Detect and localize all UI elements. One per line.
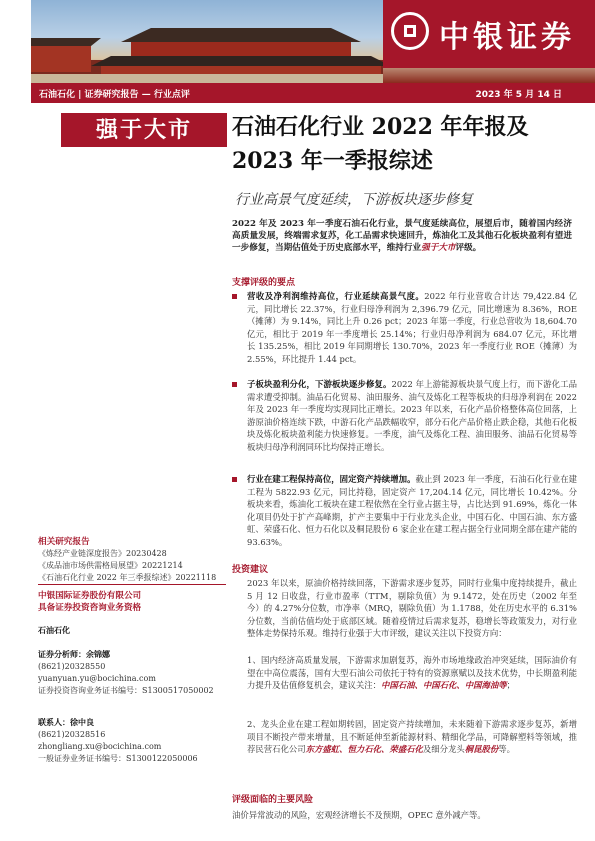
- rating-badge: 强于大市: [61, 113, 227, 147]
- report-subtitle: 行业高景气度延续，下游板块逐步修复: [235, 192, 473, 208]
- header-banner-image: [31, 0, 595, 83]
- bullet-item: 行业在建工程保持高位，固定资产持续增加。截止到 2023 年一季度，石油石化行业在建工程为 5822.93 亿元，同比持稳，固定资产 17,204.14 亿元，同比增长 10.42%。分板块来看，炼油化工板块在建工程依然在全行业占据主导，占比达到 91.69%，炼化一体化项目仍处于扩产高峰期，扩产主要集中于行业龙头企业，中国石化、中国石油、东方盛虹、荣盛石化、恒力石化以及桐昆股份 6 家企业在建工程占据全行业同期全部在建产能的 93.63%。: [232, 473, 577, 549]
- bullet-item: 营收及净利润维持高位，行业延续高景气度。2022 年行业营收合计达 79,422.84 亿元，同比增长 22.37%，行业归母净利润为 2,396.79 亿元，同比增速为 8.36%，ROE（摊薄）为 9.14%，同比上升 0.26 pct；2023 年第一季度，行业总营收为 18,604.70 亿元，相比于 2019 年一季度增长 25.14%；行业归母净利润为 684.07 亿元，环比增长 135.25%，相比 2019 年同期增长 130.70%，2023 年一季度行业 ROE（摊薄）为 2.55%，环比提升 1.44 pct。: [232, 290, 577, 366]
- summary-paragraph: 2022 年及 2023 年一季度石油石化行业，景气度延续高位，展望后市，随着国内经济高质量发展，终端需求复苏，化工品需求快速回升，炼油化工及其他石化板块盈利有望进一步修复，当期估值处于历史底部水平，维持行业强于大市评级。: [232, 219, 572, 254]
- key-points-heading: 支撑评级的要点: [232, 278, 296, 288]
- logo-text: 中银证券: [439, 20, 575, 55]
- invest-point-2: 2、龙头企业在建工程如期转固，固定资产持续增加，未来随着下游需求逐步复苏，新增项目不断投产带来增量，且不断延伸至新能源材料、精细化学品，可降解塑料等领域，推荐民营石化公司东方盛虹、恒力石化、荣盛石化及细分龙头桐昆股份等。: [247, 719, 577, 755]
- risk-heading: 评级面临的主要风险: [232, 795, 314, 805]
- bullet-item: 子板块盈利分化，下游板块逐步修复。2022 年上游能源板块景气度上行，而下游化工品需求遭受抑制。油品石化贸易、油田服务、油气及炼化工程等板块的归母净利润在 2022 年及 2023 年一季度均实现同比正增长。2023 年以来，石化产品价格整体高位回落，上游原油价格连续下跌，中游石化产品跌幅收窄，部分石化产品价格止跌企稳，其他石化板块及炼化板块盈利能力快速修复。一季度，油气及炼化工程、油田服务、油品石化贸易等板块归母净利润同环比均保持正增长。: [232, 378, 577, 454]
- related-item[interactable]: 《炼经产业链深度报告》20230428: [38, 549, 167, 558]
- invest-point-1: 1、国内经济高质量发展，下游需求加剧复苏，海外市场地缘政治冲突延续，国际油价有望在中高位震荡，国有大型石油公司依托于特有的资源禀赋以及技术优势，中长期盈利能力提升及估值修复机会，建议关注：中国石油、中国石化、中国海油等；: [247, 655, 577, 691]
- report-title: 石油石化行业 2022 年年报及 2023 年一季报综述: [232, 114, 529, 174]
- breadcrumb: 石油石化 | 证券研究报告 — 行业点评: [39, 90, 190, 100]
- analyst-email[interactable]: yuanyuan.yu@bocichina.com: [38, 674, 156, 683]
- bullet-square-icon: [232, 477, 237, 482]
- report-date: 2023 年 5 月 14 日: [475, 90, 562, 100]
- header-bar: [31, 83, 595, 103]
- related-heading: 相关研究报告: [38, 537, 90, 547]
- analyst-name: 余锦娜: [86, 649, 110, 659]
- invest-paragraph: 2023 年以来，原油价格持续回落，下游需求逐步复苏，同时行业集中度持续提升，截止 5 月 12 日收盘，行业市盈率（TTM，剔除负值）为 9.1472，处在历史（2002 年至今）的 4.27%分位数，市净率（MRQ，剔除负值）为 1.1788，处在历史水平的 6.31%分位数，当前估值均处于底部区域。随着疫情过后需求复苏，稳增长等政策发力，对行业整体走势保持乐观。维持行业强于大市评级，建议关注以下投资方向：: [247, 578, 577, 639]
- risk-text: 油价异常波动的风险，宏观经济增长不及预期，OPEC 意外减产等。: [232, 810, 486, 820]
- contact-email[interactable]: zhongliang.xu@bocichina.com: [38, 742, 162, 751]
- contact-info: 联系人：徐中良 (8621)20328516 zhongliang.xu@bocichina.com 一般证券业务证书编号：S1300122050006: [38, 716, 228, 765]
- contact-name: 徐中良: [70, 717, 94, 727]
- industry-label: 石油石化: [38, 625, 70, 635]
- bullet-square-icon: [232, 382, 237, 387]
- sidebar-divider: [38, 584, 226, 585]
- summary-rating: 强于大市: [421, 243, 456, 254]
- related-reports: [38, 536, 228, 584]
- company-info: 中银国际证券股份有限公司 具备证券投资咨询业务资格: [38, 591, 142, 613]
- analyst-info: 证券分析师：余锦娜 (8621)20328550 yuanyuan.yu@bocichina.com 证券投资咨询业务证书编号：S1300517050002: [38, 648, 228, 697]
- related-item[interactable]: 《成品油市场供需格局展望》20221214: [38, 561, 183, 570]
- invest-heading: 投资建议: [232, 565, 269, 575]
- bullet-square-icon: [232, 294, 237, 299]
- brand-logo: [383, 0, 595, 68]
- logo-mark-icon: [391, 12, 429, 50]
- related-item[interactable]: 《石油石化行业 2022 年三季报综述》20221118: [38, 573, 217, 582]
